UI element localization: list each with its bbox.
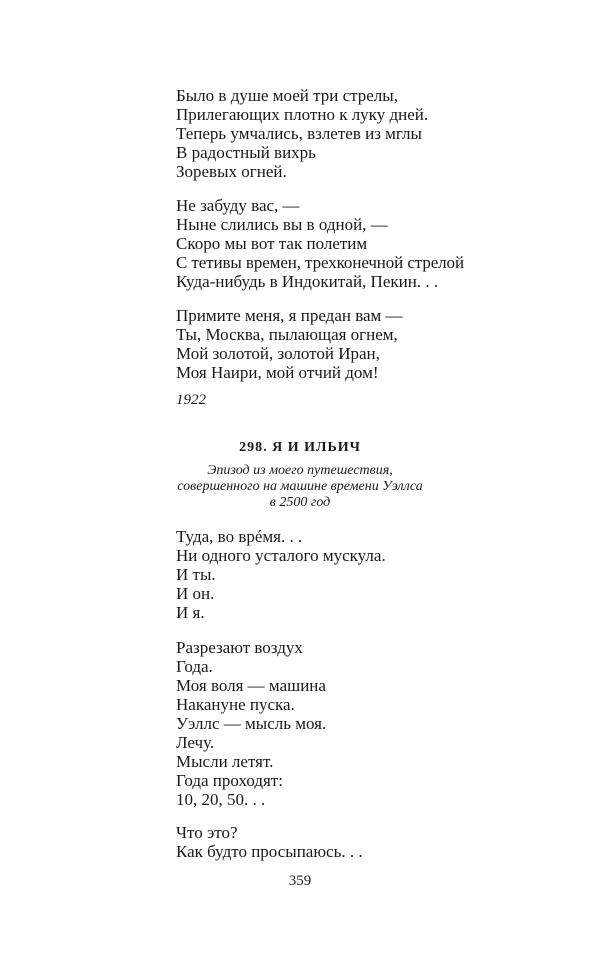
verse-line: Ныне слились вы в одной, — [176,215,388,234]
poem-epigraph [0,463,600,511]
verse-line: Скоро мы вот так полетим [176,234,368,253]
poem1-stanza-2 [176,196,464,291]
verse-line: Прилегающих плотно к луку дней. [176,105,429,124]
verse-line: 10, 20, 50. . . [176,790,266,809]
verse-line: С тетивы времен, трехконечной стрелой [176,253,464,272]
epigraph-line: в 2500 год [269,495,331,510]
verse-line: И он. [176,584,215,603]
verse-line: Года. [176,657,213,676]
poem2-stanza-1 [176,527,386,622]
verse-line: Ни одного усталого мускула. [176,546,386,565]
poem-title: 298. Я И ИЛЬИЧ [239,440,361,455]
verse-line: Как будто просыпаюсь. . . [176,842,363,861]
verse-line: И ты. [176,565,216,584]
verse-line: Примите меня, я предан вам — [176,306,403,325]
verse-line: Накануне пуска. [176,695,295,714]
verse-line: Года проходят: [176,771,283,790]
verse-line: Разрезают воздух [176,638,303,657]
poem-date: 1922 [176,392,206,408]
poem1-stanza-3 [176,306,403,382]
verse-line: Что это? [176,823,238,842]
verse-line: Лечу. [176,733,215,752]
verse-line: Уэллс — мысль моя. [176,714,327,733]
epigraph-line: Эпизод из моего путешествия, [207,463,393,478]
verse-line: Ты, Москва, пылающая огнем, [176,325,398,344]
verse-line: Зоревых огней. [176,162,287,181]
epigraph-line: совершенного на машине времени Уэллса [177,479,423,494]
verse-line: Моя Наири, мой отчий дом! [176,363,379,382]
poem2-stanza-3 [176,823,363,861]
verse-line: Мысли летят. [176,752,274,771]
poem2-stanza-2 [176,638,326,809]
verse-line: Не забуду вас, — [176,196,300,215]
poem1-stanza-1 [176,86,428,181]
verse-line: Куда-нибудь в Индокитай, Пекин. . . [176,272,439,291]
verse-line: И я. [176,603,205,622]
verse-line: Туда, во врéмя. . . [176,527,303,546]
page-number: 359 [288,873,312,889]
verse-line: Было в душе моей три стрелы, [176,86,398,105]
verse-line: Мой золотой, золотой Иран, [176,344,380,363]
verse-line: Моя воля — машина [176,676,326,695]
verse-line: В радостный вихрь [176,143,316,162]
verse-line: Теперь умчались, взлетев из мглы [176,124,422,143]
